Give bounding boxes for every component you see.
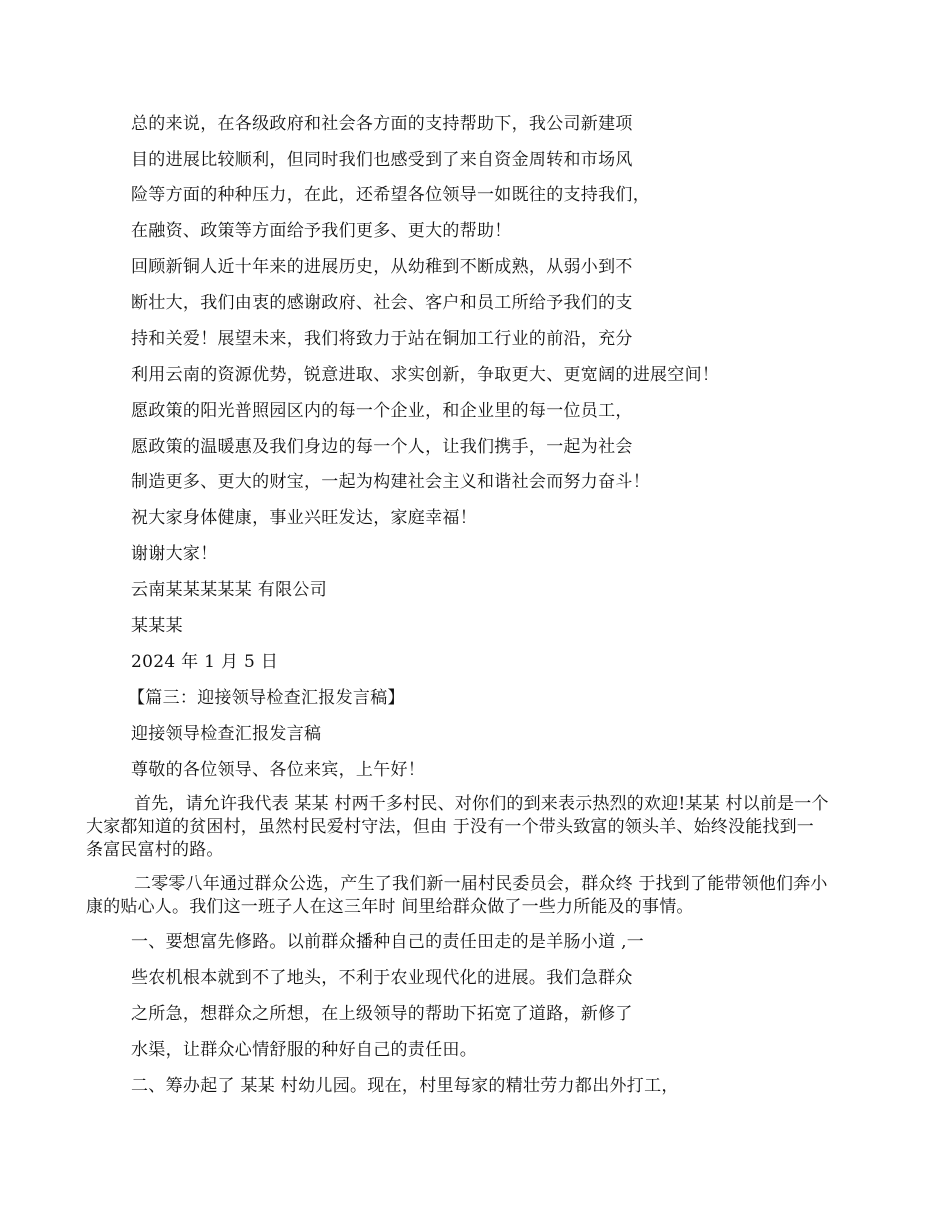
text-line: 制造更多、更大的财宝，一起为构建社会主义和谐社会而努力奋斗！ [131,472,650,492]
text-line: 目的进展比较顺利，但同时我们也感受到了来自资金周转和市场风 [131,150,633,170]
text-line: 持和关爱！展望未来，我们将致力于站在铜加工行业的前沿，充分 [131,329,633,349]
body-paragraph: 首先，请允许我代表 某某 村两千多村民、对你们的到来表示热烈的欢迎!某某 村以前是一个大家都知道的贫困村，虽然村民爱村守法，但由 于没有一个带头致富的领头羊、始终没能找到一条富民富村的路。 [86,794,829,860]
text-line: 一、要想富先修路。以前群众播种自己的责任田走的是羊肠小道 ,一 [131,932,645,952]
text-line: 总的来说，在各级政府和社会各方面的支持帮助下，我公司新建项 [131,114,633,134]
text-line: 愿政策的温暖惠及我们身边的每一个人，让我们携手，一起为社会 [131,437,633,457]
body-paragraph: 二零零八年通过群众公选，产生了我们新一届村民委员会，群众终 于找到了能带领他们奔小康的贴心人。我们这一班子人在这三年时 间里给群众做了一些力所能及的事情。 [86,874,828,917]
text-line: 回顾新铜人近十年来的进展历史，从幼稚到不断成熟，从弱小到不 [131,257,633,277]
text-line: 险等方面的种种压力，在此，还希望各位领导一如既往的支持我们， [131,185,650,205]
text-line: 在融资、政策等方面给予我们更多、更大的帮助！ [131,221,512,241]
text-line: 水渠，让群众心情舒服的种好自己的责任田。 [131,1040,477,1060]
text-line: 些农机根本就到不了地头，不利于农业现代化的进展。我们急群众 [131,968,633,988]
text-line: 谢谢大家！ [131,544,218,564]
text-line: 二、筹办起了 某某 村幼儿园。现在，村里每家的精壮劳力都出外打工， [131,1076,679,1096]
greeting-line: 尊敬的各位领导、各位来宾，上午好！ [131,760,426,780]
speech-title: 迎接领导检查汇报发言稿 [131,724,322,744]
signature-date: 2024 年 1 月 5 日 [131,652,279,672]
text-line: 愿政策的阳光普照园区内的每一个企业，和企业里的每一位员工， [131,401,633,421]
text-line: 祝大家身体健康，事业兴旺发达，家庭幸福！ [131,508,477,528]
text-line: 之所急，想群众之所想，在上级领导的帮助下拓宽了道路，新修了 [131,1004,633,1024]
text-line: 利用云南的资源优势，锐意进取、求实创新，争取更大、更宽阔的进展空间！ [131,365,720,385]
text-line: 断壮大，我们由衷的感谢政府、社会、客户和员工所给予我们的支 [131,293,633,313]
signature-company: 云南某某某某某 有限公司 [131,580,328,600]
signature-name: 某某某 [131,616,183,636]
section-heading: 【篇三：迎接领导检查汇报发言稿】 [128,688,405,708]
